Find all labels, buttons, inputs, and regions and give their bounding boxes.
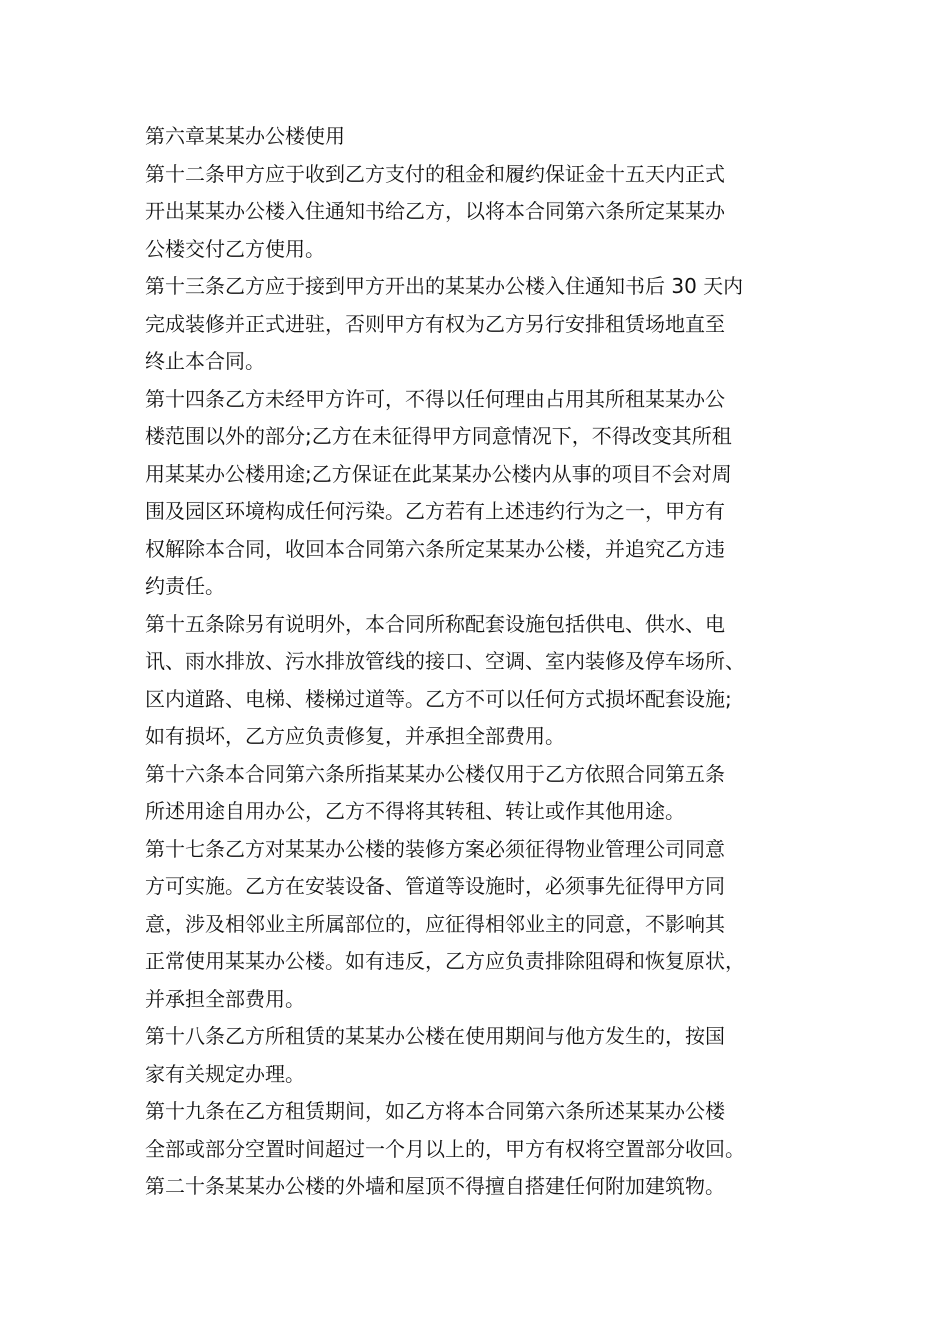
article-line: 权解除本合同，收回本合同第六条所定某某办公楼，并追究乙方违	[145, 536, 725, 561]
article-15	[145, 606, 825, 756]
article-line: 并承担全部费用。	[145, 986, 305, 1011]
article-16	[145, 756, 825, 831]
article-line: 如有损坏，乙方应负责修复，并承担全部费用。	[145, 724, 565, 748]
article-line: 第十八条乙方所租赁的某某办公楼在使用期间与他方发生的，按国	[145, 1024, 725, 1048]
article-14	[145, 381, 825, 606]
article-line: 完成装修并正式进驻，否则甲方有权为乙方另行安排租赁场地直至	[145, 311, 725, 336]
article-line: 围及园区环境构成任何污染。乙方若有上述违约行为之一，甲方有	[145, 499, 725, 523]
article-line: 第十六条本合同第六条所指某某办公楼仅用于乙方依照合同第五条	[145, 761, 725, 786]
article-line: 第十五条除另有说明外，本合同所称配套设施包括供电、供水、电	[145, 611, 725, 636]
article-line: 第十二条甲方应于收到乙方支付的租金和履约保证金十五天内正式	[145, 161, 725, 186]
article-13	[145, 268, 825, 381]
article-20	[145, 1168, 825, 1206]
article-line: 开出某某办公楼入住通知书给乙方，以将本合同第六条所定某某办	[145, 199, 725, 223]
article-19	[145, 1093, 825, 1168]
article-line: 第十三条乙方应于接到甲方开出的某某办公楼入住通知书后 30 天内	[145, 274, 744, 298]
chapter-title: 第六章某某办公楼使用	[145, 124, 345, 148]
article-line: 终止本合同。	[145, 349, 265, 373]
article-12	[145, 156, 825, 269]
article-line: 第十九条在乙方租赁期间，如乙方将本合同第六条所述某某办公楼	[145, 1099, 725, 1123]
article-line: 所述用途自用办公，乙方不得将其转租、转让或作其他用途。	[145, 799, 685, 823]
article-line: 约责任。	[145, 574, 225, 598]
article-18	[145, 1018, 825, 1093]
article-line: 公楼交付乙方使用。	[145, 236, 325, 261]
document-body	[145, 118, 825, 1206]
article-line: 区内道路、电梯、楼梯过道等。乙方不可以任何方式损坏配套设施;	[145, 686, 732, 711]
article-line: 全部或部分空置时间超过一个月以上的，甲方有权将空置部分收回。	[145, 1136, 745, 1161]
article-line: 楼范围以外的部分;乙方在未征得甲方同意情况下，不得改变其所租	[145, 424, 732, 448]
article-line: 讯、雨水排放、污水排放管线的接口、空调、室内装修及停车场所、	[145, 649, 745, 673]
article-line: 第十四条乙方未经甲方许可，不得以任何理由占用其所租某某办公	[145, 386, 725, 411]
article-line: 方可实施。乙方在安装设备、管道等设施时，必须事先征得甲方同	[145, 874, 725, 898]
article-line: 正常使用某某办公楼。如有违反，乙方应负责排除阻碍和恢复原状，	[145, 949, 745, 973]
article-line: 第二十条某某办公楼的外墙和屋顶不得擅自搭建任何附加建筑物。	[145, 1174, 725, 1198]
article-line: 家有关规定办理。	[145, 1061, 305, 1086]
article-line: 用某某办公楼用途;乙方保证在此某某办公楼内从事的项目不会对周	[145, 461, 732, 486]
article-line: 第十七条乙方对某某办公楼的装修方案必须征得物业管理公司同意	[145, 836, 725, 861]
article-17	[145, 831, 825, 1019]
article-line: 意，涉及相邻业主所属部位的，应征得相邻业主的同意，不影响其	[145, 911, 725, 936]
